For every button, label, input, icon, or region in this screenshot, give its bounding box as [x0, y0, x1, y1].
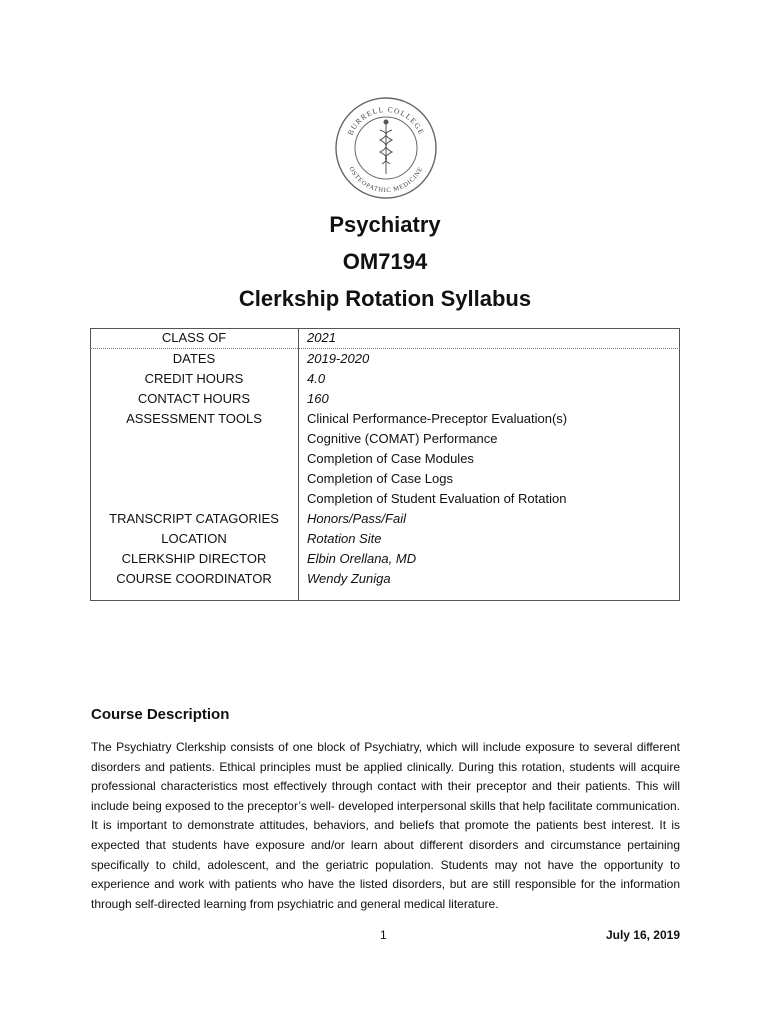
title-syllabus: Clerkship Rotation Syllabus — [238, 286, 532, 311]
course-info-table — [90, 328, 680, 601]
document-title — [0, 206, 770, 317]
value-location: Rotation Site — [307, 531, 382, 546]
value-assessment-tools — [299, 409, 681, 509]
value-transcript: Honors/Pass/Fail — [307, 511, 406, 526]
course-description-heading: Course Description — [91, 706, 230, 723]
table-row-credit-hours — [90, 369, 680, 389]
assessment-item: Cognitive (COMAT) Performance — [307, 431, 498, 446]
footer-date: July 16, 2019 — [605, 928, 680, 942]
title-course-name: Psychiatry — [329, 212, 441, 237]
title-course-code: OM7194 — [342, 249, 428, 274]
table-row-location — [90, 529, 680, 549]
svg-text:OSTEOPATHIC MEDICINE: OSTEOPATHIC MEDICINE — [347, 165, 425, 195]
page-number: 1 — [380, 928, 387, 942]
label-class-of: CLASS OF — [90, 328, 299, 349]
caduceus-icon — [380, 120, 392, 174]
table-row-director — [90, 549, 680, 569]
assessment-item: Completion of Case Modules — [307, 451, 474, 466]
value-dates: 2019-2020 — [307, 351, 370, 366]
table-row-contact-hours — [90, 389, 680, 409]
label-dates: DATES — [90, 349, 299, 370]
label-transcript: TRANSCRIPT CATAGORIES — [90, 509, 299, 529]
value-coordinator: Wendy Zuniga — [307, 571, 391, 586]
table-row-coordinator — [90, 569, 680, 601]
label-contact-hours: CONTACT HOURS — [90, 389, 299, 409]
value-contact-hours: 160 — [307, 391, 329, 406]
college-seal-logo — [334, 96, 438, 200]
table-row-class-of — [90, 328, 680, 349]
label-coordinator: COURSE COORDINATOR — [90, 569, 299, 601]
table-row-dates — [90, 349, 680, 370]
label-director: CLERKSHIP DIRECTOR — [90, 549, 299, 569]
assessment-item: Completion of Student Evaluation of Rotation — [307, 491, 567, 506]
label-location: LOCATION — [90, 529, 299, 549]
value-class-of: 2021 — [299, 328, 681, 349]
label-assessment-tools: ASSESSMENT TOOLS — [90, 409, 299, 509]
label-credit-hours: CREDIT HOURS — [90, 369, 299, 389]
value-director: Elbin Orellana, MD — [307, 551, 417, 566]
assessment-item: Completion of Case Logs — [307, 471, 453, 486]
table-row-transcript — [90, 509, 680, 529]
svg-text:BURRELL COLLEGE: BURRELL COLLEGE — [345, 104, 427, 137]
assessment-item: Clinical Performance-Preceptor Evaluation(s) — [307, 411, 568, 426]
value-credit-hours: 4.0 — [307, 371, 326, 386]
table-row-assessment-tools — [90, 409, 680, 509]
course-description-body: The Psychiatry Clerkship consists of one block of Psychiatry, which will include exposure to several different disorders and patients. Ethical principles must be applied clinically. During this rotation, students will acquire professional characteristics most effectively through contact with their preceptor and their patients. This will include being exposed to the preceptor’s well- developed interpersonal skills that help facilitate communication. It is important to demonstrate attitudes, behaviors, and beliefs that promote the patients best interest. It is expected that students have exposure and/or learn about different disorders and circumstance pertaining specifically to child, adolescent, and the geriatric population. Students may not have the opportunity to experience and work with patients who have the listed disorders, but are still responsible for the information through self-directed learning from psychiatric and general medical literature. — [91, 740, 680, 911]
